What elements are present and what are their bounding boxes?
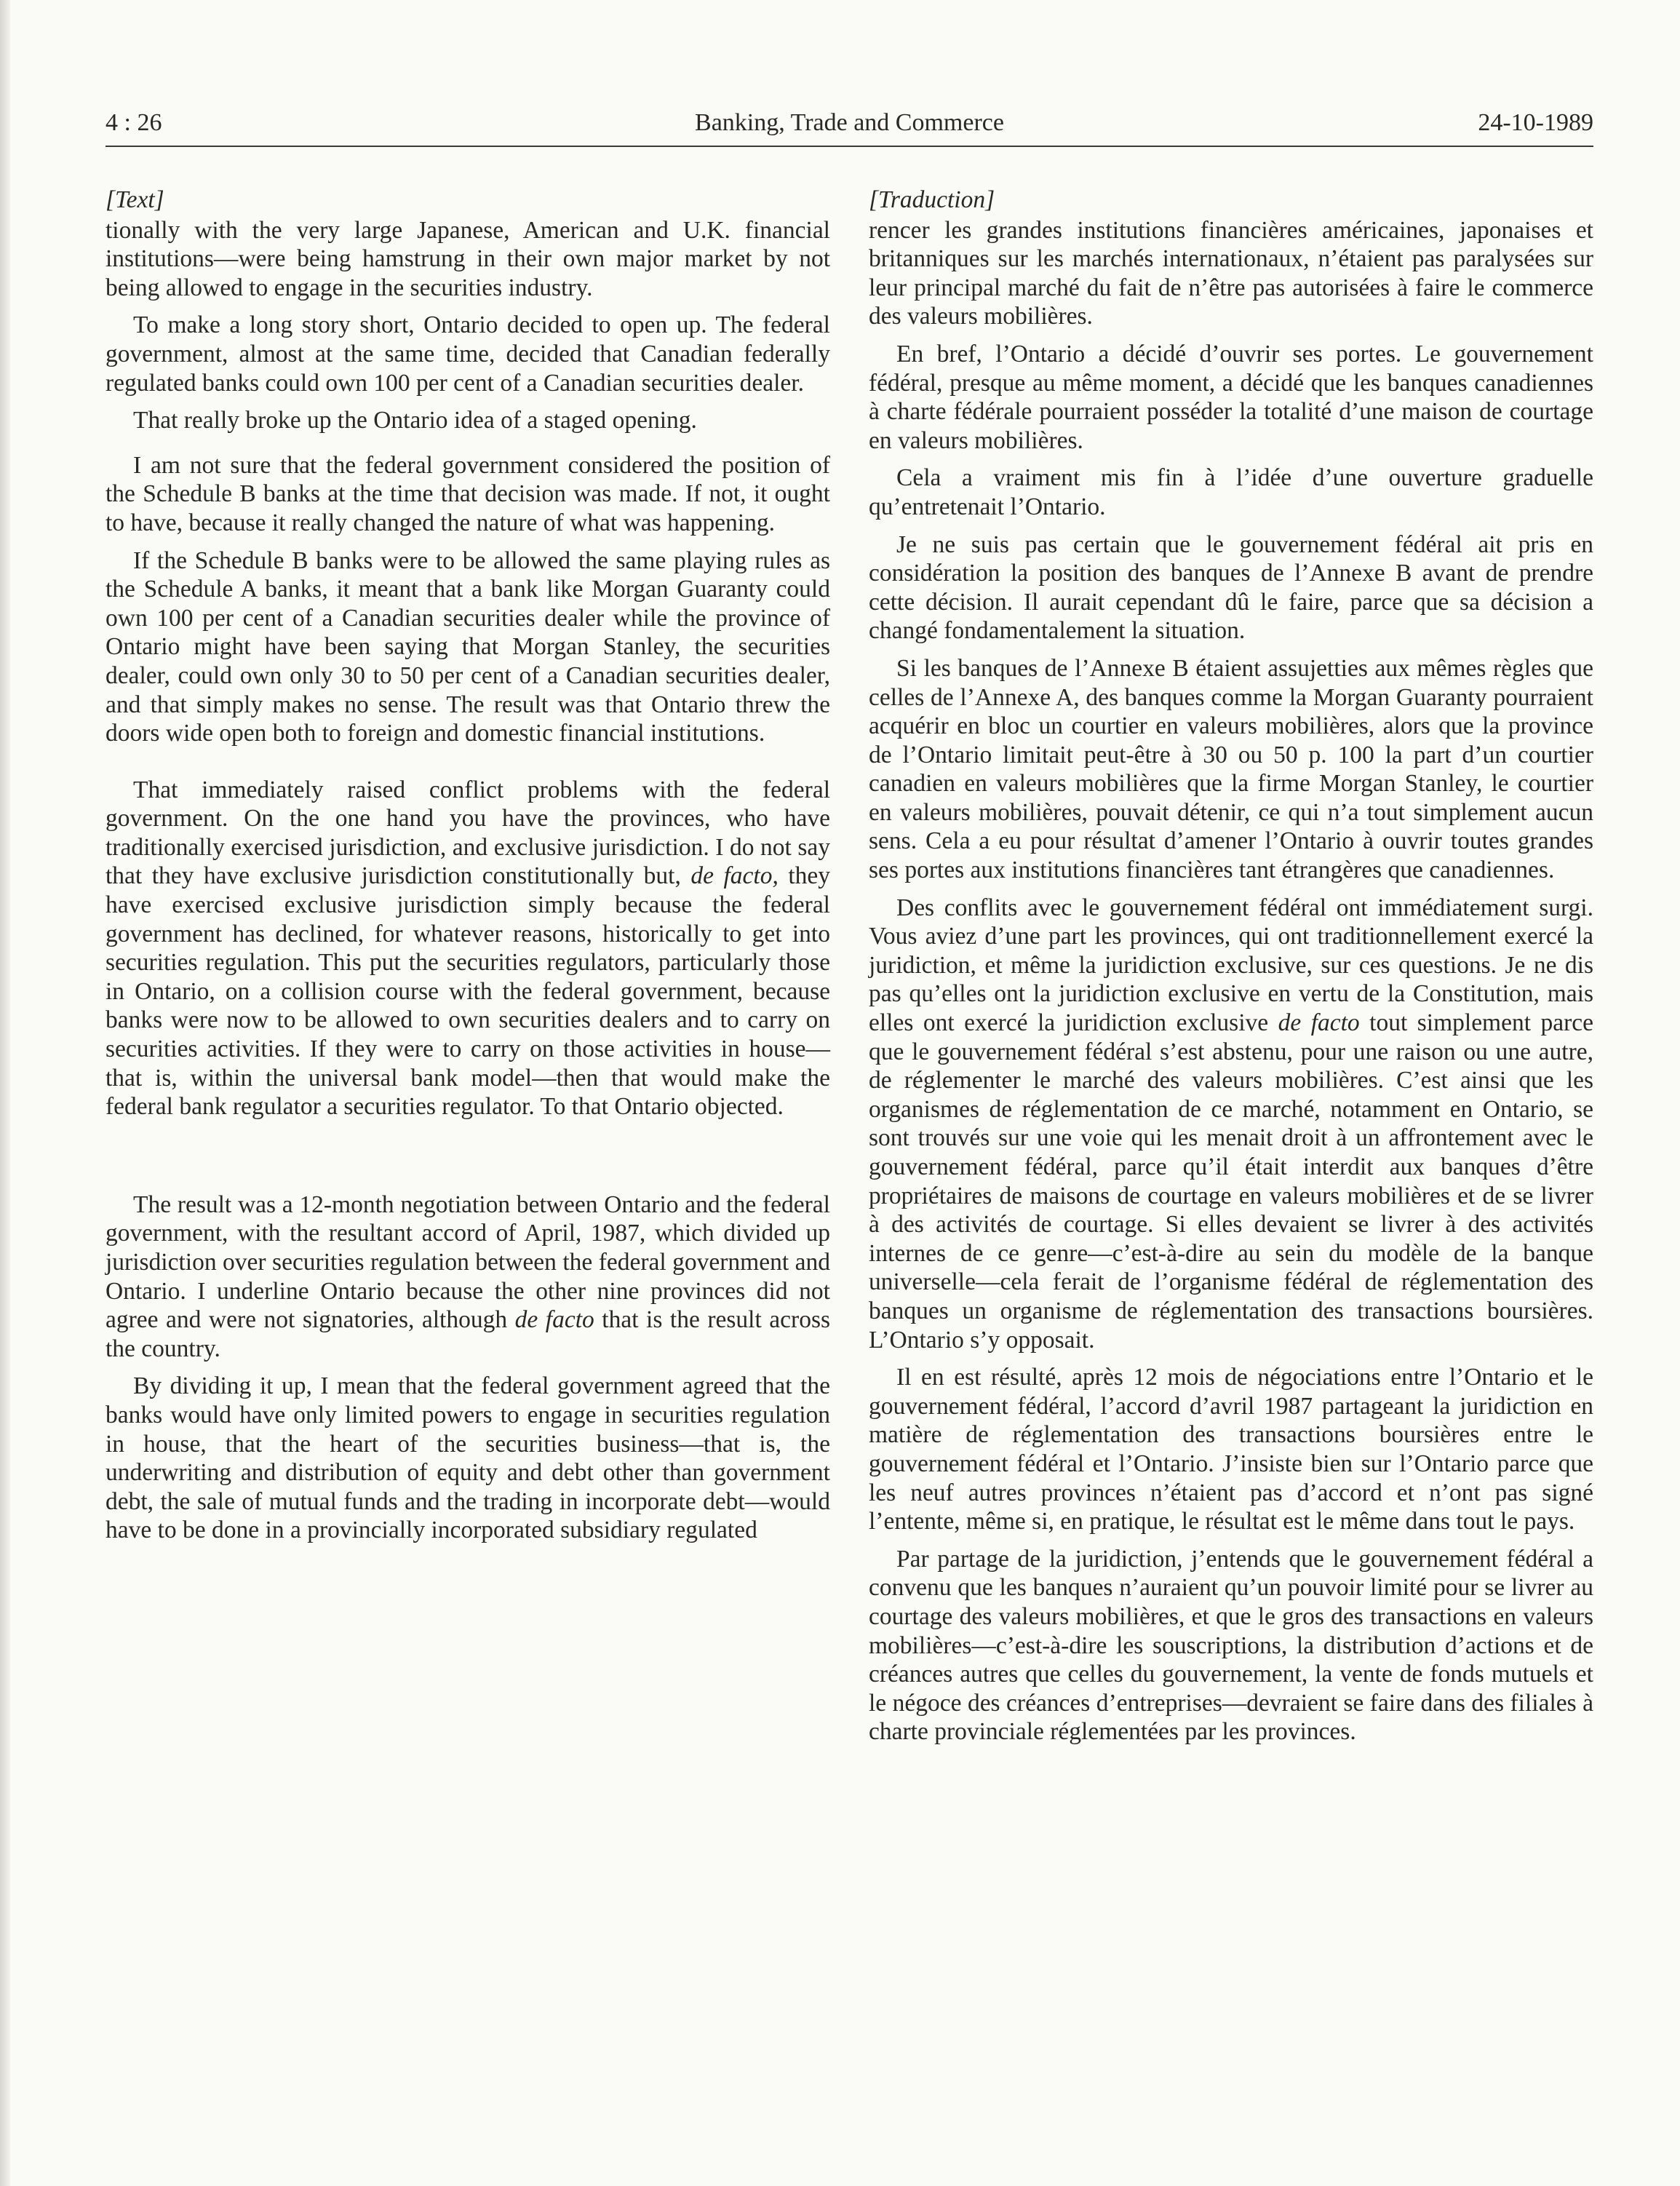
page-number: 4 : 26: [106, 109, 162, 136]
paragraph: If the Schedule B banks were to be allowed the same playing rules as the Schedule A banks, it meant that a bank like Morgan Guaranty could own 100 per cent of a Canadian securities dealer while the province of Ontario might have been saying that Morgan Stanley, the securities dealer, could own only 30 to 50 per cent of a Canadian securities dealer, and that simply makes no sense. The result was that Ontario threw the doors wide open both to foreign and domestic financial institutions.: [106, 546, 830, 747]
paragraph: Des conflits avec le gouvernement fédéral ont immédiatement surgi. Vous aviez d’une part les provinces, qui ont traditionnellement exercé la juridiction, et même la juridiction exclusive, sur ces questions. Je ne dis pas qu’elles ont la juridiction exclusive en vertu de la Constitution, mais elles ont exercé la juridiction exclusive de facto tout simplement parce que le gouvernement fédéral s’est abstenu, pour une raison ou une autre, de réglementer le marché des valeurs mobilières. C’est ainsi que les organismes de réglementation de ce marché, notamment en Ontario, se sont trouvés sur une voie qui les menait droit à un affrontement avec le gouvernement fédéral, parce qu’il était interdit aux banques d’être propriétaires de maisons de courtage en valeurs mobilières et de se livrer à des activités de courtage. Si elles devaient se livrer à des activités internes de ce genre—c’est-à-dire au sein du modèle de la banque universelle—cela ferait de l’organisme fédéral de réglementation des banques un organisme de réglementation des transactions boursières. L’Ontario s’y opposait.: [869, 894, 1594, 1354]
paragraph: Par partage de la juridiction, j’entends que le gouvernement fédéral a convenu que les banques n’auraient qu’un pouvoir limité pour se livrer au courtage des valeurs mobilières, et que le gros des transactions en valeurs mobilières—c’est-à-dire les souscriptions, la distribution d’actions et de créances autres que celles du gouvernement, la vente de fonds mutuels et le négoce des créances d’entreprises—devraient se faire dans des filiales à charte provinciale réglementées par les provinces.: [869, 1545, 1593, 1746]
page-date: 24-10-1989: [1478, 109, 1593, 136]
french-column: [869, 186, 1593, 1755]
running-title: Banking, Trade and Commerce: [695, 109, 1004, 136]
page-header: [106, 109, 1593, 147]
paragraph: That really broke up the Ontario idea of a staged opening.: [133, 407, 697, 434]
text-label: [Text]: [106, 186, 164, 213]
paragraph: I am not sure that the federal government considered the position of the Schedule B banks at the time that decision was made. If not, it ought to have, because it really changed the nature of what was happening.: [106, 451, 830, 536]
paragraph: rencer les grandes institutions financières américaines, japonaises et britanniques sur les marchés internationaux, n’étaient pas paralysées sur leur principal marché du fait de n’être pas autorisées à faire le commerce des valeurs mobilières.: [869, 216, 1593, 330]
paragraph: The result was a 12-month negotiation between Ontario and the federal government, with the resultant accord of April, 1987, which divided up jurisdiction over securities regulation between the federal government and Ontario. I underline Ontario because the other nine provinces did not agree and were not signatories, although de facto that is the result across the country.: [106, 1191, 831, 1362]
paragraph: Il en est résulté, après 12 mois de négociations entre l’Ontario et le gouvernement fédéral, l’accord d’avril 1987 partageant la juridiction en matière de réglementation des transactions boursières entre le gouvernement fédéral et l’Ontario. J’insiste bien sur l’Ontario parce que les neuf autres provinces n’étaient pas d’accord et n’ont pas signé l’entente, même si, en pratique, le résultat est le même dans tout le pays.: [869, 1364, 1593, 1535]
paragraph: Si les banques de l’Annexe B étaient assujetties aux mêmes règles que celles de l’Annexe A, des banques comme la Morgan Guaranty pourraient acquérir en bloc un courtier en valeurs mobilières, alors que la province de l’Ontario limitait peut-être à 30 ou 50 p. 100 la part d’un courtier canadien en valeurs mobilières que la firme Morgan Stanley, le courtier en valeurs mobilières, pouvait détenir, ce qui n’a tout simplement aucun sens. Cela a eu pour résultat d’amener l’Ontario à ouvrir toutes grandes ses portes aux institutions financières tant étrangères que canadiennes.: [869, 654, 1593, 884]
translation-label: [Traduction]: [869, 186, 995, 213]
paragraph: tionally with the very large Japanese, American and U.K. financial institutions—were being hamstrung in their own major market by not being allowed to engage in the securities industry.: [106, 216, 830, 301]
paragraph: That immediately raised conflict problems with the federal government. On the one hand you have the provinces, who have traditionally exercised jurisdiction, and exclusive jurisdiction. I do not say that they have exclusive jurisdiction constitutionally but, de facto, they have exercised exclusive jurisdiction simply because the federal government has declined, for whatever reasons, historically to get into securities regulation. This put the securities regulators, particularly those in Ontario, on a collision course with the federal government, because banks were now to be allowed to own securities dealers and to carry on securities activities. If they were to carry on those activities in house—that is, within the universal bank model—then that would make the federal bank regulator a securities regulator. To that Ontario objected.: [106, 776, 831, 1121]
paragraph: To make a long story short, Ontario decided to open up. The federal government, almost at the same time, decided that Canadian federally regulated banks could own 100 per cent of a Canadian securities dealer.: [106, 311, 830, 397]
paragraph: Cela a vraiment mis fin à l’idée d’une ouverture graduelle qu’entretenait l’Ontario.: [869, 464, 1593, 520]
english-column: [106, 186, 830, 1554]
paragraph: Je ne suis pas certain que le gouvernement fédéral ait pris en considération la position des banques de l’Annexe B avant de prendre cette décision. Il aurait cependant dû le faire, parce que sa décision a changé fondamentalement la situation.: [869, 530, 1593, 645]
paragraph: En bref, l’Ontario a décidé d’ouvrir ses portes. Le gouvernement fédéral, presque au même moment, a décidé que les banques canadiennes à charte fédérale pourraient posséder la totalité d’une maison de courtage en valeurs mobilières.: [869, 340, 1593, 454]
paragraph: By dividing it up, I mean that the federal government agreed that the banks would have only limited powers to engage in securities regulation in house, that the heart of the securities business—that is, the underwriting and distribution of equity and debt other than government debt, the sale of mutual funds and the trading in incorporate debt—would have to be done in a provincially incorporated subsidiary regulated: [106, 1372, 830, 1544]
page-edge-shadow: [0, 0, 10, 2186]
